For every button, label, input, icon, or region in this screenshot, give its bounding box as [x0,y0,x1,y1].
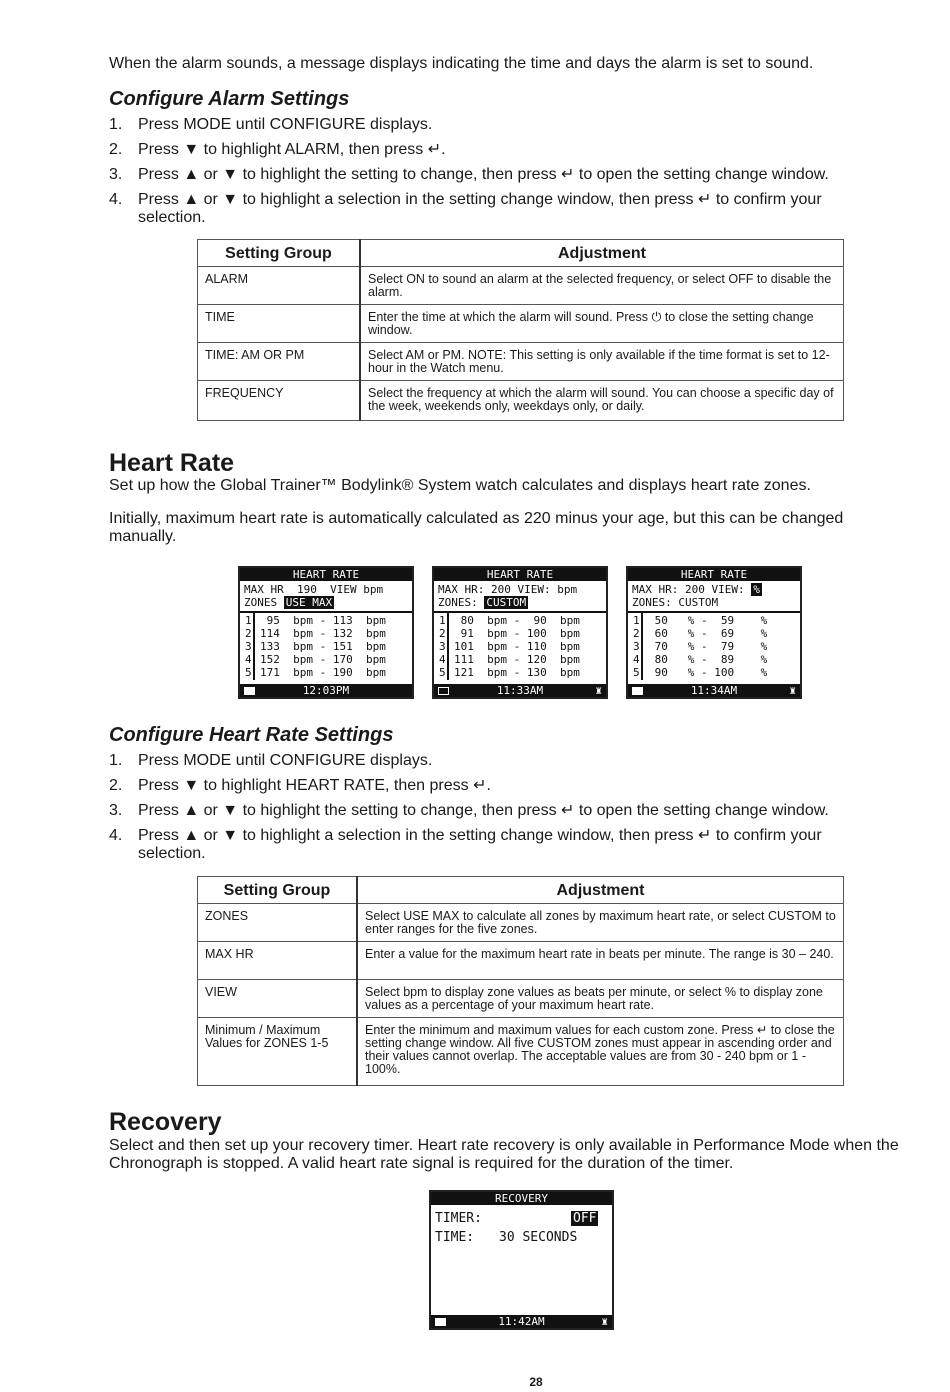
screen-title: HEART RATE [628,568,800,581]
cell-group: ALARM [198,267,361,305]
hr-config-steps [109,752,889,870]
runner-icon: ♜ [595,684,602,697]
hr-config-heading: Configure Heart Rate Settings [109,724,394,746]
table-row [198,942,844,980]
recovery-p1: Select and then set up your recovery timer. Heart rate recovery is only available in Performance Mode when the Chronograph is stopped. A valid heart rate signal is required for the duration of the timer. [109,1137,899,1172]
cell-adjustment: Select ON to sound an alarm at the selected frequency, or select OFF to disable the alarm. [360,267,844,305]
timer-line: TIMER: OFF [435,1211,597,1226]
col-header-adjustment: Adjustment [360,240,844,267]
list-item: 1. Press MODE until CONFIGURE displays. [109,116,433,133]
cell-adjustment: Enter the minimum and maximum values for each custom zone. Press ↵ to close the setting change window. All five CUSTOM zones must appear in ascending order and their values cannot overlap. The acceptable values are from 30 - 240 bpm or 1 - 100%. [357,1018,844,1086]
status-bar: 11:42AM ♜ [431,1315,612,1328]
max-hr-line: MAX HR 190 VIEW bpm [244,583,384,596]
cell-group: Minimum / Maximum Values for ZONES 1-5 [198,1018,358,1086]
runner-icon: ♜ [789,684,796,697]
table-row [198,305,844,343]
cell-adjustment: Select the frequency at which the alarm will sound. You can choose a specific day of the week, weekends only, weekdays only, or daily. [360,381,844,421]
status-bar: 12:03PM [240,684,412,697]
time-line: TIME: 30 SECONDS [435,1230,578,1245]
heart-rate-screen-bpm-usemax: HEART RATE MAX HR 190 VIEW bpm ZONES USE MAX 1 95 bpm - 113 bpm 2 114 bpm - 132 bpm 3 133 bpm - 151 bpm 4 152 bpm - 170 bpm 5 171 bpm - 190 bpm 12:03PM [238,566,414,699]
list-item: 4. Press ▲ or ▼ to highlight a selection in the setting change window, then press ↵ to confirm your selection. [109,827,822,862]
table-header-row [198,877,844,904]
cell-group: FREQUENCY [198,381,361,421]
list-item: 4. Press ▲ or ▼ to highlight a selection in the setting change window, then press ↵ to confirm your selection. [109,191,822,226]
table-header-row [198,240,844,267]
battery-icon [244,687,255,695]
zones-line: ZONES: CUSTOM [438,596,527,609]
heart-rate-screen-percent-custom: HEART RATE MAX HR: 200 VIEW: % ZONES: CUSTOM 1 50 % - 59 % 2 60 % - 69 % 3 70 % - 79 % 4 80 % - 89 % 5 90 % - 100 % 11:34AM ♜ [626,566,802,699]
intro-text: When the alarm sounds, a message displays indicating the time and days the alarm is set to sound. [109,55,814,72]
cell-group: MAX HR [198,942,358,980]
screen-title: RECOVERY [431,1192,612,1205]
table-row [198,980,844,1018]
list-item: 2. Press ▼ to highlight HEART RATE, then press ↵. [109,777,491,794]
recovery-screen [429,1190,614,1330]
col-header-setting-group: Setting Group [198,240,361,267]
table-row [198,267,844,305]
runner-icon: ♜ [601,1315,608,1328]
cell-adjustment: Select USE MAX to calculate all zones by maximum heart rate, or select CUSTOM to enter ranges for the five zones. [357,904,844,942]
battery-icon [438,687,449,695]
cell-group: TIME: AM OR PM [198,343,361,381]
table-row [198,1018,844,1086]
cell-group: TIME [198,305,361,343]
heart-rate-heading: Heart Rate [109,449,235,477]
col-header-adjustment: Adjustment [357,877,844,904]
page-number: 28 [529,1375,543,1389]
list-item: 2. Press ▼ to highlight ALARM, then press ↵. [109,141,446,158]
cell-adjustment: Enter the time at which the alarm will sound. Press ⏻ to close the setting change window. [360,305,844,343]
zones-line: ZONES: CUSTOM [632,596,719,609]
max-hr-line: MAX HR: 200 VIEW: bpm [438,583,578,596]
alarm-steps [109,116,889,234]
cell-group: VIEW [198,980,358,1018]
alarm-settings-table [197,239,844,421]
screen-title: HEART RATE [434,568,606,581]
battery-icon [435,1318,446,1326]
battery-icon [632,687,643,695]
cell-adjustment: Enter a value for the maximum heart rate in beats per minute. The range is 30 – 240. [357,942,844,980]
list-item: 1. Press MODE until CONFIGURE displays. [109,752,433,769]
recovery-heading: Recovery [109,1108,222,1136]
zones-line: ZONES USE MAX [244,596,333,609]
status-bar: 11:34AM ♜ [628,684,800,697]
table-row [198,343,844,381]
col-header-setting-group: Setting Group [198,877,358,904]
cell-adjustment: Select AM or PM. NOTE: This setting is only available if the time format is set to 12-hour in the Watch menu. [360,343,844,381]
status-bar: 11:33AM ♜ [434,684,606,697]
heart-rate-screen-bpm-custom: HEART RATE MAX HR: 200 VIEW: bpm ZONES: CUSTOM 1 80 bpm - 90 bpm 2 91 bpm - 100 bpm 3 101 bpm - 110 bpm 4 111 bpm - 120 bpm 5 121 bpm - 130 bpm 11:33AM ♜ [432,566,608,699]
list-item: 3. Press ▲ or ▼ to highlight the setting to change, then press ↵ to open the setting change window. [109,802,829,819]
screen-title: HEART RATE [240,568,412,581]
list-item: 3. Press ▲ or ▼ to highlight the setting to change, then press ↵ to open the setting change window. [109,166,829,183]
alarm-heading: Configure Alarm Settings [109,88,350,110]
table-row [198,904,844,942]
max-hr-line: MAX HR: 200 VIEW: % [632,583,760,596]
heart-rate-settings-table [197,876,844,1086]
table-row [198,381,844,421]
cell-adjustment: Select bpm to display zone values as beats per minute, or select % to display zone values as a percentage of your maximum heart rate. [357,980,844,1018]
cell-group: ZONES [198,904,358,942]
heart-rate-p1: Set up how the Global Trainer™ Bodylink® System watch calculates and displays heart rate zones. [109,477,811,494]
heart-rate-p2: Initially, maximum heart rate is automatically calculated as 220 minus your age, but this can be changed manually. [109,510,844,545]
